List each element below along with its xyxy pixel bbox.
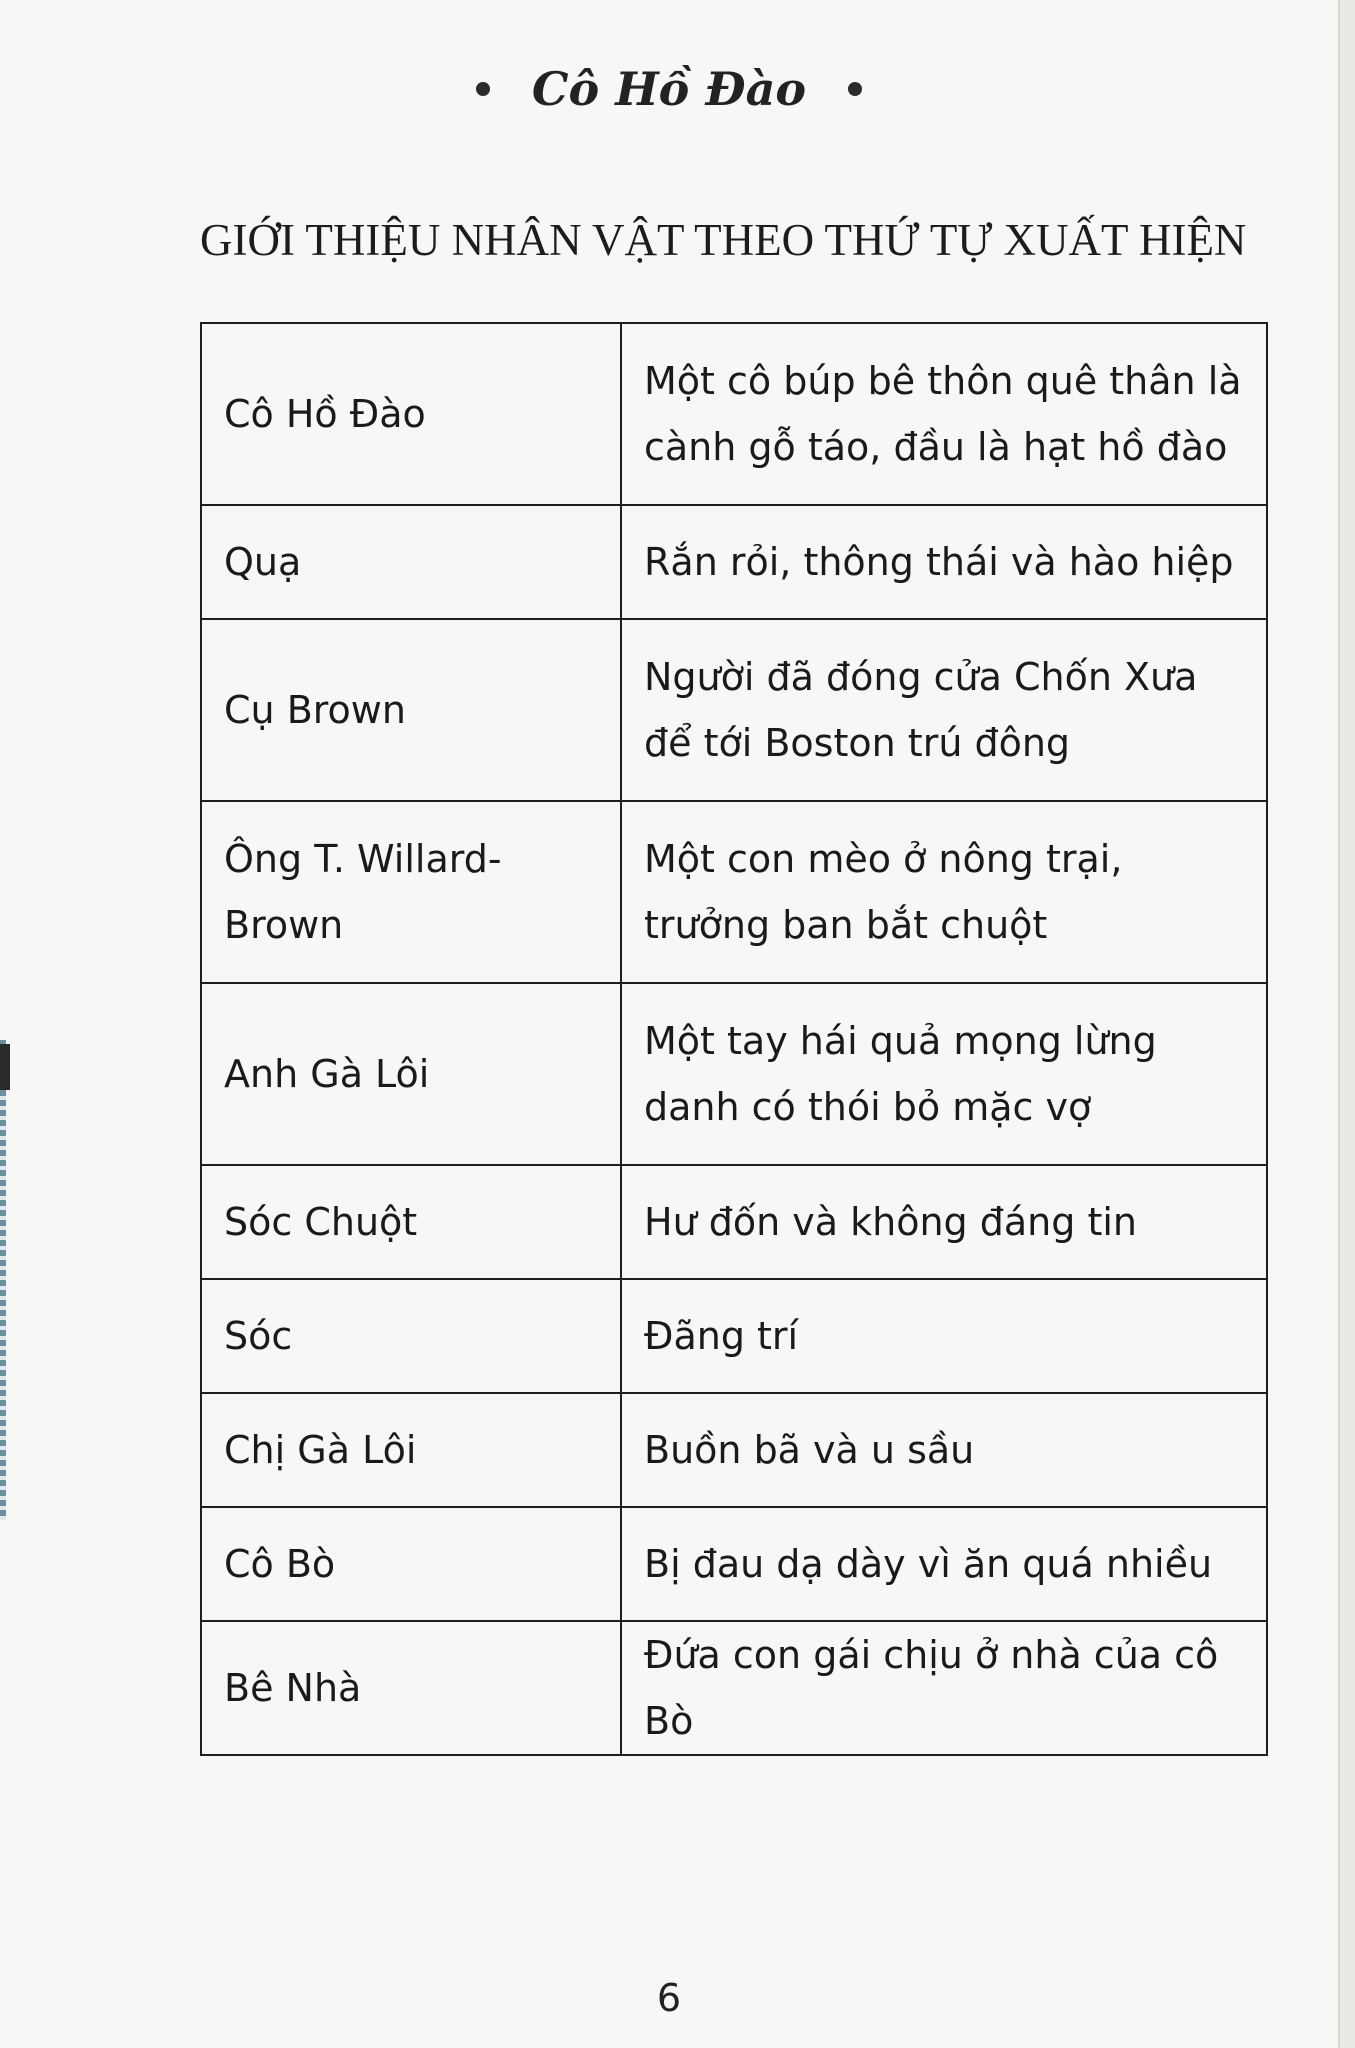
table-row — [201, 801, 1267, 983]
table-row — [201, 505, 1267, 619]
bullet-dot-icon — [476, 82, 490, 96]
character-description: Đãng trí — [621, 1279, 1267, 1393]
table-row — [201, 619, 1267, 801]
character-description: Người đã đóng cửa Chốn Xưa để tới Boston trú đông — [621, 619, 1267, 801]
table-row — [201, 1279, 1267, 1393]
character-table — [200, 322, 1268, 1756]
character-description: Bị đau dạ dày vì ăn quá nhiều — [621, 1507, 1267, 1621]
character-description: Đứa con gái chịu ở nhà của cô Bò — [621, 1621, 1267, 1755]
table-row — [201, 1507, 1267, 1621]
section-title: GIỚI THIỆU NHÂN VẬT THEO THỨ TỰ XUẤT HIỆN — [200, 215, 1247, 265]
character-name: Chị Gà Lôi — [201, 1393, 621, 1507]
character-name: Cô Hồ Đào — [201, 323, 621, 505]
character-description: Buồn bã và u sầu — [621, 1393, 1267, 1507]
table-row — [201, 1165, 1267, 1279]
character-description: Hư đốn và không đáng tin — [621, 1165, 1267, 1279]
character-name: Ông T. Willard-Brown — [201, 801, 621, 983]
running-title: Cô Hồ Đào — [531, 62, 807, 116]
table-row — [201, 323, 1267, 505]
character-description: Một con mèo ở nông trại, trưởng ban bắt chuột — [621, 801, 1267, 983]
bullet-dot-icon — [848, 82, 862, 96]
character-name: Sóc Chuột — [201, 1165, 621, 1279]
table-row — [201, 1393, 1267, 1507]
running-header — [0, 62, 1338, 116]
table-row — [201, 1621, 1267, 1755]
page-number: 6 — [656, 1976, 682, 2020]
character-name: Sóc — [201, 1279, 621, 1393]
character-name: Anh Gà Lôi — [201, 983, 621, 1165]
character-description: Rắn rỏi, thông thái và hào hiệp — [621, 505, 1267, 619]
table-row — [201, 983, 1267, 1165]
page-edge-strip — [0, 1040, 6, 1520]
character-description: Một cô búp bê thôn quê thân là cành gỗ táo, đầu là hạt hồ đào — [621, 323, 1267, 505]
character-name: Cô Bò — [201, 1507, 621, 1621]
character-name: Quạ — [201, 505, 621, 619]
character-description: Một tay hái quả mọng lừng danh có thói bỏ mặc vợ — [621, 983, 1267, 1165]
character-name: Cụ Brown — [201, 619, 621, 801]
character-name: Bê Nhà — [201, 1621, 621, 1755]
page-edge-mark — [0, 1044, 10, 1090]
